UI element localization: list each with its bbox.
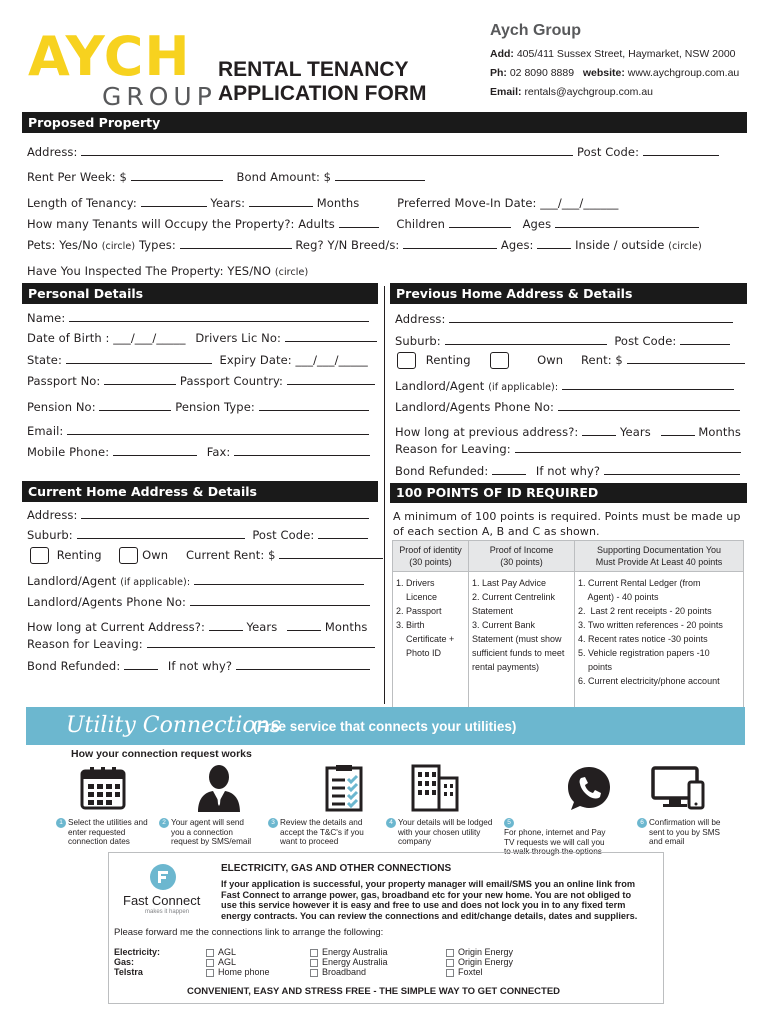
fast-connect-logo-tag: makes it happen: [145, 909, 190, 915]
passport-no-field[interactable]: [104, 374, 176, 385]
logo-bottom: GROUP: [102, 82, 217, 111]
company-phone: 02 8090 8889: [509, 67, 575, 79]
cur-rent-field[interactable]: [279, 548, 383, 559]
cur-own-checkbox[interactable]: [119, 547, 138, 564]
breeds-field[interactable]: [403, 238, 497, 249]
company-website[interactable]: www.aychgroup.com.au: [627, 67, 740, 79]
points-item: 2. Current Centrelink: [472, 592, 556, 602]
bond-amount-field[interactable]: [335, 170, 425, 181]
tenancy-years-field[interactable]: [249, 196, 313, 207]
points-intro: A minimum of 100 points is required. Points must be made up of each section A, B and C as shown.: [393, 510, 741, 538]
proof-income-list: [469, 572, 575, 728]
children-field[interactable]: [449, 217, 511, 228]
logo-top: AYCH: [28, 25, 191, 88]
cur-address-field[interactable]: [81, 508, 369, 519]
prev-if-not-field[interactable]: [604, 464, 740, 475]
drivers-lic-field[interactable]: [285, 331, 377, 342]
points-item: 1. Current Rental Ledger (from: [578, 578, 701, 588]
points-item: Photo ID: [396, 648, 442, 658]
prev-agents-phone-field[interactable]: [558, 400, 740, 411]
state-field[interactable]: [66, 353, 212, 364]
fc-telstra-home-phone[interactable]: Home phone: [206, 967, 310, 977]
name-field[interactable]: [69, 311, 369, 322]
cur-landlord-field[interactable]: [194, 574, 364, 585]
cur-reason-field[interactable]: [147, 637, 375, 648]
building-icon: [409, 764, 461, 812]
points-item: 2. Last 2 rent receipts - 20 points: [578, 606, 712, 616]
cur-postcode-field[interactable]: [318, 528, 368, 539]
column-divider: [384, 286, 385, 704]
fc-gas-energy-australia[interactable]: Energy Australia: [310, 957, 446, 967]
previous-home-header: Previous Home Address & Details: [390, 283, 747, 304]
fc-elec-origin[interactable]: Origin Energy: [446, 947, 513, 957]
points-item: 3. Two written references - 20 points: [578, 620, 723, 630]
proposed-property-header: Proposed Property: [22, 112, 747, 133]
step-2: 2 Your agent will send you a connection request by SMS/email: [159, 818, 269, 847]
pension-no-field[interactable]: [99, 400, 171, 411]
step-1: 1 Select the utilities and enter requested connection dates: [56, 818, 166, 847]
prev-address-field[interactable]: [449, 312, 733, 323]
step-5: 5For phone, internet and Pay TV requests we will call you to walk through the options: [504, 819, 606, 856]
dob-field[interactable]: Date of Birth : ___/___/_____: [27, 331, 186, 345]
points-item: 6. Current electricity/phone account: [578, 676, 720, 686]
proposed-postcode-field[interactable]: [643, 145, 719, 156]
adults-field[interactable]: [339, 217, 379, 228]
points-item: Agent) - 40 points: [578, 592, 659, 602]
cur-bond-field[interactable]: [124, 659, 158, 670]
inside-outside-choice[interactable]: Inside / outside: [575, 238, 665, 252]
fc-gas-origin[interactable]: Origin Energy: [446, 957, 513, 967]
fc-body: If your application is successful, your property manager will email/SMS you an online link from Fast Connect to arrange power, gas, broadband etc for your new home. You are not obliged to use this service however it is easy and free to use and does not lock you in to any fixed term energy contracts. You can review the connections and edit/change details, dates and suppliers.: [221, 879, 638, 921]
prev-renting-checkbox[interactable]: [397, 352, 416, 369]
fc-footer: CONVENIENT, EASY AND STRESS FREE - THE SIMPLE WAY TO GET CONNECTED: [187, 986, 561, 997]
devices-icon: [651, 766, 707, 810]
company-info: Aych Group Add: 405/411 Sussex Street, Haymarket, NSW 2000 Ph: 02 8090 8889 website: www.aychgroup.com.au Email: rentals@aychgroup.com.au: [490, 22, 740, 98]
cur-suburb-field[interactable]: [77, 528, 245, 539]
prev-rent-field[interactable]: [627, 353, 745, 364]
pet-types-field[interactable]: [180, 238, 292, 249]
utility-subtitle: (Free service that connects your utilities): [253, 719, 517, 734]
fc-elec-agl[interactable]: AGL: [206, 947, 310, 957]
agent-icon: [196, 764, 242, 812]
checklist-icon: [325, 764, 363, 812]
cur-months-field[interactable]: [287, 620, 321, 631]
cur-renting-checkbox[interactable]: [30, 547, 49, 564]
pet-ages-field[interactable]: [537, 238, 571, 249]
email-field[interactable]: [67, 424, 369, 435]
move-in-date-field[interactable]: Preferred Move-In Date: ___/___/______: [397, 196, 619, 210]
cur-if-not-field[interactable]: [236, 659, 370, 670]
calendar-icon: [80, 766, 126, 810]
fc-telstra-broadband[interactable]: Broadband: [310, 967, 446, 977]
points-item: 1. Last Pay Advice: [472, 578, 547, 588]
points-header: 100 POINTS OF ID REQUIRED: [390, 483, 747, 503]
points-item: 1. Drivers: [396, 578, 435, 588]
pension-type-field[interactable]: [259, 400, 369, 411]
inspected-question[interactable]: Have You Inspected The Property: YES/NO: [27, 264, 272, 278]
passport-country-field[interactable]: [287, 374, 375, 385]
length-tenancy-field[interactable]: [141, 196, 207, 207]
company-name: Aych Group: [490, 22, 581, 39]
points-item: 5. Vehicle registration papers -10: [578, 648, 710, 658]
prev-postcode-field[interactable]: [680, 334, 730, 345]
mobile-phone-field[interactable]: [113, 445, 197, 456]
points-item: Certificate +: [396, 634, 455, 644]
fc-elec-energy-australia[interactable]: Energy Australia: [310, 947, 446, 957]
cur-years-field[interactable]: [209, 620, 243, 631]
prev-suburb-field[interactable]: [445, 334, 607, 345]
fc-gas-agl[interactable]: AGL: [206, 957, 310, 967]
points-item: Statement (must show: [472, 634, 562, 644]
proof-identity-list: [393, 572, 469, 728]
utility-banner: [26, 707, 745, 745]
fc-forward-text: Please forward me the connections link to arrange the following:: [114, 927, 384, 938]
fc-heading: ELECTRICITY, GAS AND OTHER CONNECTIONS: [221, 863, 452, 874]
fc-options: Electricity: AGL Energy Australia Origin Energy Gas: AGL Energy Australia Origin Energy Telstra Home phone Broadband Foxtel: [114, 947, 514, 977]
company-email[interactable]: rentals@aychgroup.com.au: [524, 86, 653, 98]
personal-details-header: Personal Details: [22, 283, 378, 304]
fast-connect-logo-name: Fast Connect: [123, 893, 201, 908]
fax-field[interactable]: [234, 445, 370, 456]
fc-telstra-foxtel[interactable]: Foxtel: [446, 967, 483, 977]
cur-agents-phone-field[interactable]: [190, 595, 370, 606]
points-item: points: [578, 662, 613, 672]
rent-per-week-field[interactable]: [131, 170, 223, 181]
step-6: 6 Confirmation will be sent to you by SMS and email: [637, 818, 747, 847]
expiry-date-field[interactable]: Expiry Date: ___/___/_____: [219, 353, 368, 367]
prev-bond-field[interactable]: [492, 464, 526, 475]
prev-landlord-field[interactable]: [562, 379, 734, 390]
prev-years-field[interactable]: [582, 425, 616, 436]
col-proof-identity: Proof of identity (30 points): [393, 541, 469, 572]
supporting-docs-list: [575, 572, 744, 728]
current-home-header: Current Home Address & Details: [22, 481, 378, 502]
prev-own-checkbox[interactable]: [490, 352, 509, 369]
fast-connect-logo-icon: [149, 863, 177, 891]
col-proof-income: Proof of Income (30 points): [469, 541, 575, 572]
points-item: 2. Passport: [396, 606, 442, 616]
company-address: 405/411 Sussex Street, Haymarket, NSW 2000: [516, 48, 736, 60]
utility-title: Utility Connections: [66, 713, 282, 738]
points-item: sufficient funds to meet: [472, 648, 565, 658]
points-item: rental payments): [472, 662, 540, 672]
points-table: [392, 540, 744, 728]
points-item: Statement: [472, 606, 514, 616]
points-item: Licence: [396, 592, 438, 602]
proposed-address-field[interactable]: [81, 145, 573, 156]
points-item: 3. Current Bank: [472, 620, 536, 630]
phone-icon: [565, 764, 613, 812]
step-3: 3 Review the details and accept the T&C's if you want to proceed: [268, 818, 378, 847]
fast-connect-box: [108, 852, 664, 1004]
points-item: 4. Recent rates notice -30 points: [578, 634, 708, 644]
ages-field[interactable]: [555, 217, 699, 228]
col-supporting-docs: Supporting Documentation You Must Provide At Least 40 points: [575, 541, 744, 572]
aych-logo: [28, 25, 217, 111]
how-it-works-title: How your connection request works: [71, 748, 252, 760]
prev-reason-field[interactable]: [515, 442, 741, 453]
points-item: 3. Birth: [396, 620, 425, 630]
prev-months-field[interactable]: [661, 425, 695, 436]
form-title: RENTAL TENANCY APPLICATION FORM: [218, 58, 427, 105]
step-4: 4 Your details will be lodged with your chosen utility company: [386, 818, 496, 847]
